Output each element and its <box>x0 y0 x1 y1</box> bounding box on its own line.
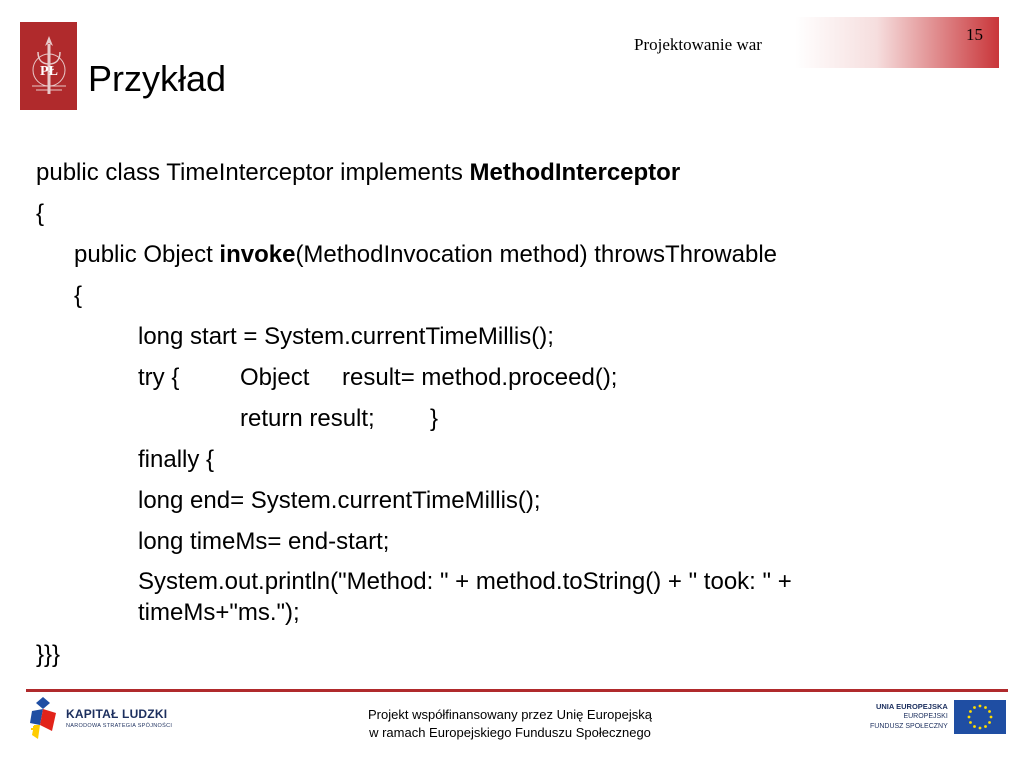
eu-star-icon <box>988 721 991 724</box>
eu-star-icon <box>978 727 981 730</box>
code-text: Object <box>240 364 310 391</box>
code-text: public Object <box>74 241 220 268</box>
code-text: long timeMs= end-start; <box>138 528 390 555</box>
kapital-ludzki-logo <box>28 695 172 741</box>
code-text: long end= System.currentTimeMillis(); <box>138 487 541 514</box>
code-text: return result; <box>240 405 375 432</box>
eu-star-icon <box>988 710 991 713</box>
footer-divider <box>26 689 1008 692</box>
code-text: (MethodInvocation method) throwsThrowable <box>295 241 778 268</box>
code-text: public class TimeInterceptor implements <box>36 159 470 186</box>
code-line <box>36 634 976 675</box>
code-text: long start = System.currentTimeMillis(); <box>138 323 554 350</box>
code-line <box>36 316 976 357</box>
code-line <box>36 234 976 275</box>
code-keyword-bold: invoke <box>219 241 296 268</box>
code-text: finally { <box>138 446 215 473</box>
svg-text:PŁ: PŁ <box>39 64 58 79</box>
project-funding-line-2: w ramach Europejskiego Funduszu Społecznego <box>369 725 651 740</box>
code-text: { <box>74 282 83 309</box>
course-title: Projektowanie war <box>634 35 762 54</box>
eu-star-icon <box>973 725 976 728</box>
eu-star-icon <box>969 710 972 713</box>
eu-star-icon <box>973 706 976 709</box>
code-text: } <box>430 405 439 432</box>
project-funding-note <box>340 706 680 742</box>
eu-star-icon <box>984 725 987 728</box>
code-line <box>36 152 976 193</box>
code-line <box>36 398 976 439</box>
code-line <box>36 480 976 521</box>
code-text: try { <box>138 364 180 391</box>
kapital-ludzki-icon <box>28 695 58 741</box>
code-block <box>36 152 976 675</box>
code-line <box>36 521 976 562</box>
eu-star-icon <box>969 721 972 724</box>
eu-logo <box>870 700 1006 734</box>
university-logo <box>20 22 77 110</box>
university-emblem-icon <box>24 30 74 102</box>
eu-star-icon <box>978 705 981 708</box>
eu-fund-label-1: EUROPEJSKI <box>903 713 948 720</box>
code-line <box>36 275 976 316</box>
eu-flag-icon <box>954 700 1006 734</box>
eu-star-icon <box>967 716 970 719</box>
eu-star-icon <box>989 716 992 719</box>
eu-fund-label-2: FUNDUSZ SPOŁECZNY <box>870 723 948 730</box>
code-line <box>36 566 928 628</box>
code-keyword-bold: MethodInterceptor <box>469 159 681 186</box>
kapital-ludzki-subtitle: NARODOWA STRATEGIA SPÓJNOŚCI <box>66 723 173 729</box>
eu-union-label: UNIA EUROPEJSKA <box>875 702 948 711</box>
code-text: { <box>36 200 45 227</box>
kapital-ludzki-title: KAPITAŁ LUDZKI <box>66 707 168 721</box>
code-line <box>36 357 976 398</box>
slide-title: Przykład <box>88 58 227 99</box>
eu-star-icon <box>984 706 987 709</box>
code-line <box>36 439 976 480</box>
code-line <box>36 193 976 234</box>
slide-number: 15 <box>966 25 983 44</box>
code-text: result= method.proceed(); <box>342 364 618 391</box>
code-text: }}} <box>36 641 61 668</box>
project-funding-line-1: Projekt współfinansowany przez Unię Europejską <box>368 707 652 722</box>
code-text: System.out.println("Method: " + method.toString() + " took: " + timeMs+"ms."); <box>138 568 792 626</box>
